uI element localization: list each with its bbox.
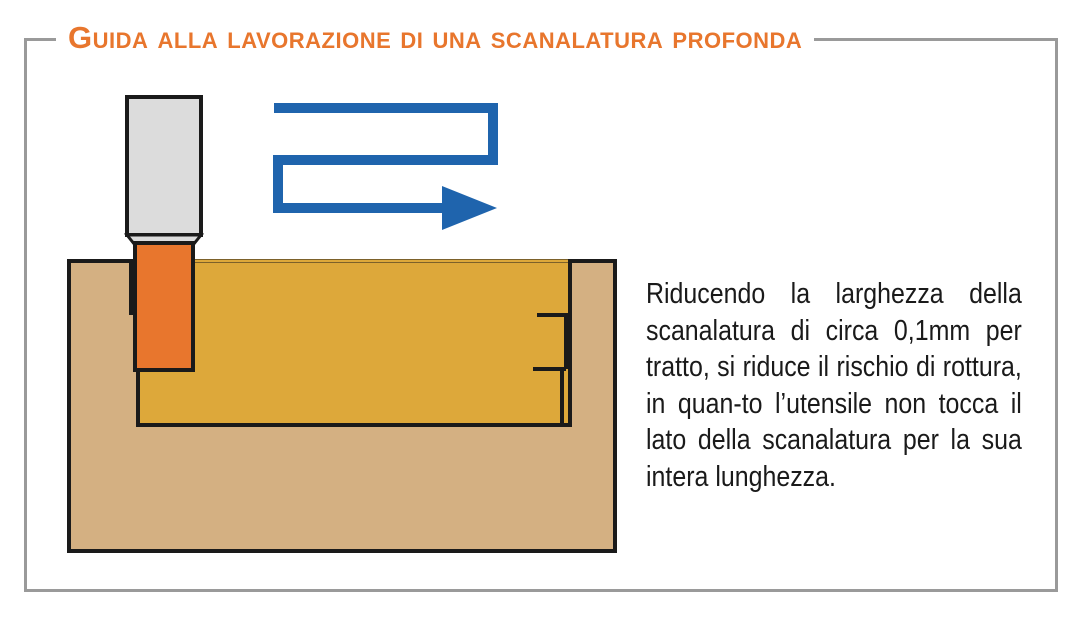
end-mill-icon [127, 97, 201, 370]
tool-cutter [135, 243, 193, 370]
groove-area [138, 261, 570, 425]
description-paragraph: Riducendo la larghezza della scanalatura di circa 0,1mm per tratto, si riduce il rischio di rottura, in quan-to l’utensile non tocca il lato della scanalatura per la sua intera lunghezza. [646, 278, 1022, 493]
description-text [646, 276, 1022, 495]
toolpath-arrow-icon [274, 108, 497, 230]
diagram-title: Guida alla lavorazione di una scanalatura profonda [56, 14, 814, 62]
toolpath-arrowhead [442, 186, 497, 230]
tool-shank [127, 97, 201, 235]
toolpath-line [274, 108, 493, 208]
